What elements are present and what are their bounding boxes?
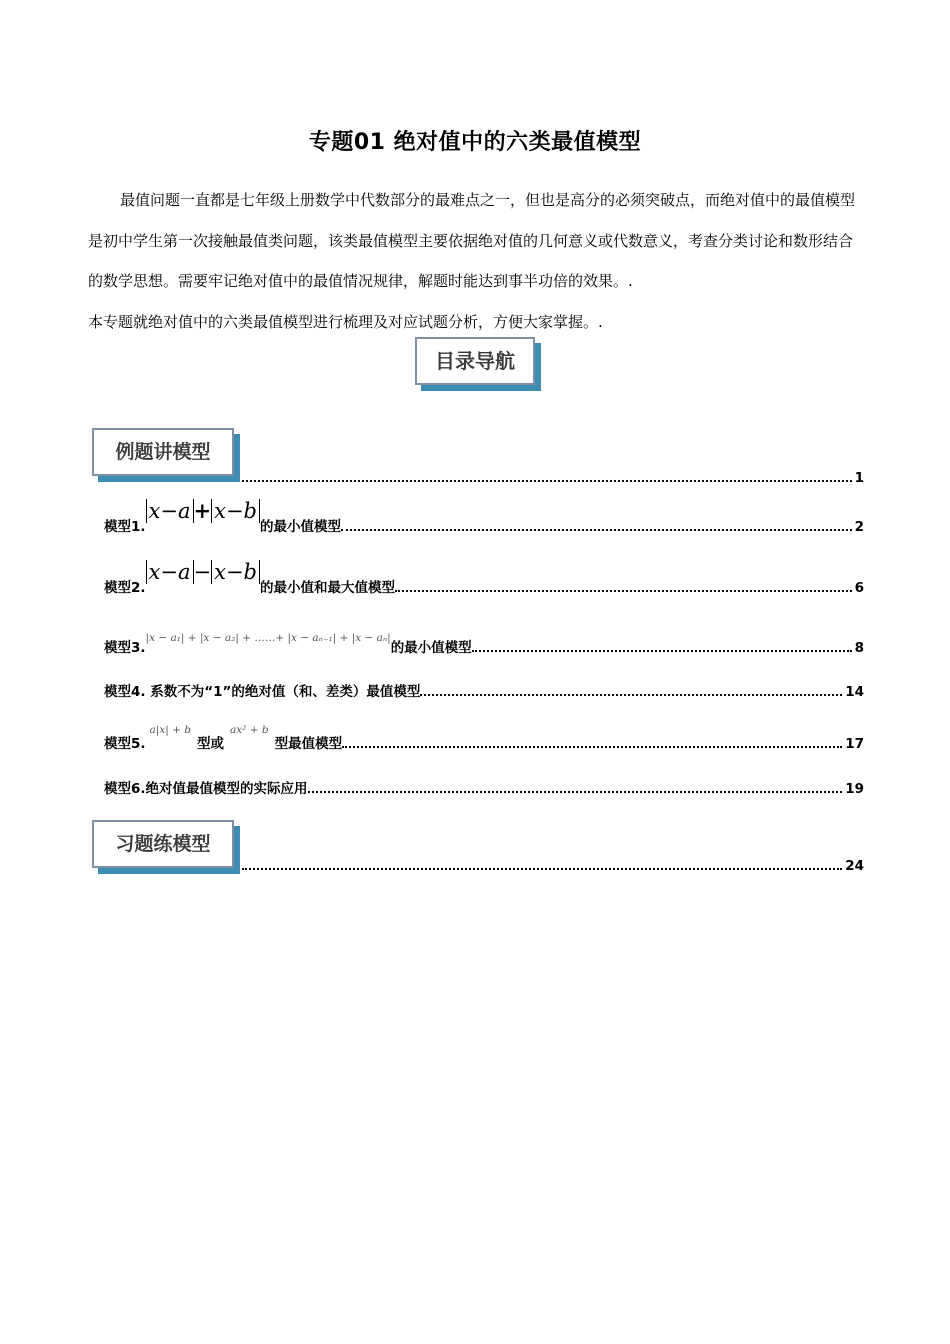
toc-model-suffix: 的最小值和最大值模型 (260, 580, 395, 596)
intro-paragraph-1: 最值问题一直都是七年级上册数学中代数部分的最难点之一，但也是高分的必须突破点，而绝对值中的最值模型是初中学生第一次接触最值类问题，该类最值模型主要依据绝对值的几何意义或代数意义，考查分类讨论和数形结合的数学思想。需要牢记绝对值中的最值情况规律，解题时能达到事半功倍的效果。. (88, 191, 856, 290)
toc-page-number: 1 (854, 470, 864, 486)
toc-row-model-3[interactable] (104, 620, 864, 656)
intro-paragraph-2: 本专题就绝对值中的六类最值模型进行梳理及对应试题分析，方便大家掌握。. (88, 312, 603, 331)
toc-row-exercises[interactable] (242, 858, 864, 874)
toc-row-model-4[interactable] (104, 680, 864, 700)
toc-page-number: 6 (854, 580, 864, 596)
toc-row-model-6[interactable] (104, 777, 864, 797)
nav-ribbon (415, 337, 535, 385)
examples-section-ribbon (92, 428, 234, 476)
toc-model-suffix: 的最小值模型 (390, 640, 472, 656)
formula-abs-sum: x−a + x−b (146, 499, 260, 523)
toc-model-label: 模型3. (104, 640, 146, 656)
intro-text (88, 180, 863, 342)
toc-leader (242, 479, 852, 482)
toc-model-label: 模型5. (104, 736, 146, 752)
formula-a-abs-x-plus-b: a|x| + b (149, 724, 191, 736)
toc-model-label: 模型1. (104, 519, 146, 535)
page-title: 专题01 绝对值中的六类最值模型 (308, 130, 642, 155)
toc-row-model-2[interactable] (104, 554, 864, 596)
formula-abs-n-sum: |x − a₁| + |x − a₂| + ……+ |x − aₙ₋₁| + |x − aₙ| (145, 632, 391, 644)
examples-section-label: 例题讲模型 (115, 441, 211, 463)
toc-leader (472, 649, 852, 652)
nav-ribbon-label: 目录导航 (435, 349, 515, 373)
toc-leader (395, 589, 852, 592)
exercises-section-ribbon (92, 820, 234, 868)
toc-model-label: 模型2. (104, 580, 146, 596)
toc-leader (420, 693, 842, 696)
toc-page-number: 8 (854, 640, 864, 656)
toc-page-number: 17 (845, 736, 864, 752)
toc-row-model-1[interactable] (104, 493, 864, 535)
toc-leader (242, 867, 842, 870)
toc-row-examples[interactable] (242, 470, 864, 486)
toc-leader (308, 790, 843, 793)
toc-page-number: 14 (845, 684, 864, 700)
toc-leader (342, 745, 842, 748)
toc-leader (341, 528, 852, 531)
exercises-section-label: 习题练模型 (115, 833, 211, 855)
toc-model-suffix: 的最小值模型 (260, 519, 341, 535)
toc-model-suffix: 型最值模型 (274, 736, 343, 752)
toc-model-label: 模型4. 系数不为“1”的绝对值（和、差类）最值模型 (104, 684, 421, 700)
toc-page-number: 2 (854, 519, 864, 535)
formula-abs-difference: x−a − x−b (146, 560, 260, 584)
toc-model-label: 模型6.绝对值最值模型的实际应用 (104, 781, 308, 797)
toc-page-number: 19 (845, 781, 864, 797)
toc-row-model-5[interactable] (104, 716, 864, 752)
toc-page-number: 24 (845, 858, 864, 874)
toc-model-mid: 型或 (196, 736, 224, 752)
formula-ax-squared-plus-b: ax² + b (229, 724, 269, 736)
